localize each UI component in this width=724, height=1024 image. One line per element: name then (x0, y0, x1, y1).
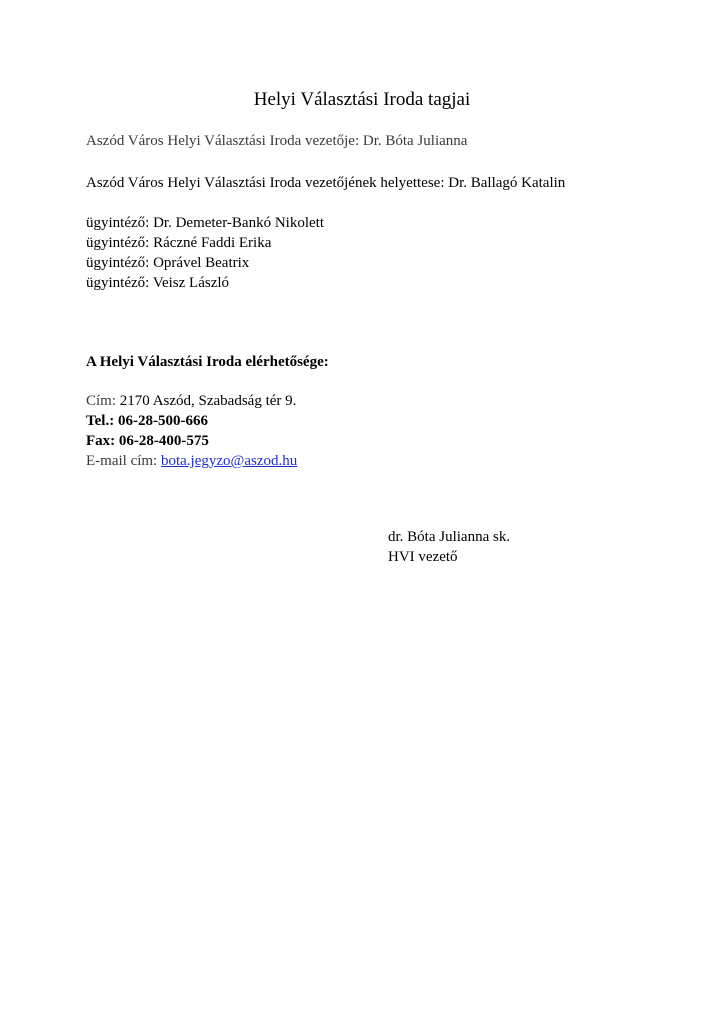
document-title: Helyi Választási Iroda tagjai (253, 89, 471, 110)
staff-item (86, 253, 249, 273)
leader-line: Aszód Város Helyi Választási Iroda vezetője: Dr. Bóta Julianna (86, 133, 468, 149)
staff-role: ügyintéző: (86, 215, 150, 231)
signature-name: dr. Bóta Julianna sk. (388, 529, 511, 545)
staff-item (86, 233, 271, 253)
staff-role: ügyintéző: (86, 275, 150, 291)
staff-name: Dr. Demeter-Bankó Nikolett (153, 215, 324, 231)
staff-name: Oprável Beatrix (153, 255, 250, 271)
staff-item (86, 213, 324, 233)
phone-line (86, 411, 208, 431)
email-line (86, 451, 297, 471)
contact-heading: A Helyi Választási Iroda elérhetősége: (86, 354, 329, 370)
address-value: 2170 Aszód, Szabadság tér 9. (119, 393, 297, 409)
fax-label: Fax: (86, 433, 116, 449)
address-label: Cím: (86, 393, 117, 409)
staff-role: ügyintéző: (86, 235, 150, 251)
staff-name: Veisz László (152, 275, 230, 291)
staff-item (86, 273, 229, 293)
address-line (86, 391, 296, 411)
fax-line (86, 431, 209, 451)
email-link[interactable]: bota.jegyzo@aszod.hu (160, 453, 298, 469)
email-label: E-mail cím: (86, 453, 158, 469)
staff-name: Ráczné Faddi Erika (153, 235, 272, 251)
phone-label: Tel.: (86, 413, 115, 429)
staff-role: ügyintéző: (86, 255, 150, 271)
phone-value: 06-28-500-666 (117, 413, 208, 429)
signature-position: HVI vezető (388, 549, 458, 565)
fax-value: 06-28-400-575 (118, 433, 209, 449)
deputy-line: Aszód Város Helyi Választási Iroda vezetőjének helyettese: Dr. Ballagó Katalin (86, 175, 566, 191)
